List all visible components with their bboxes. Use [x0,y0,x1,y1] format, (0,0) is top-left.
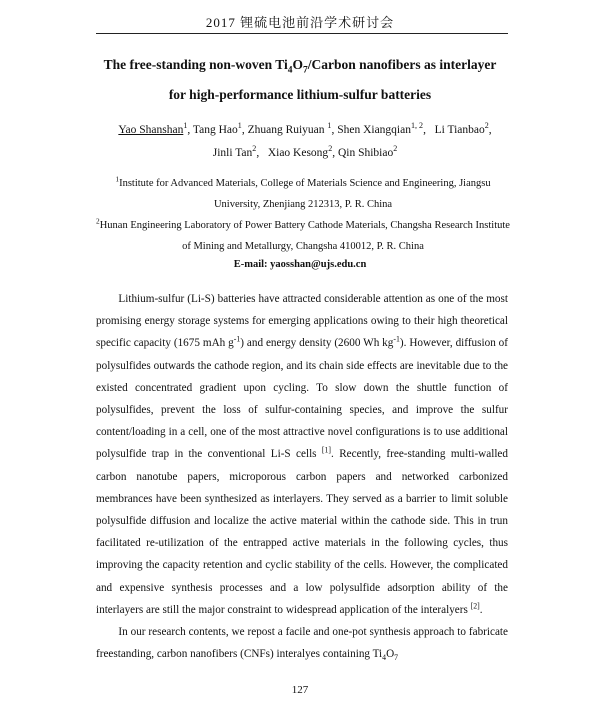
header-rule [96,33,508,34]
title-text-b: O [292,57,304,72]
author-affiliation-mark: 1 [183,121,188,131]
author-affiliation-mark: 2 [393,144,398,154]
para2-text-a: In our research contents, we repost a facile and one-pot synthesis approach to fabricate freestanding, carbon nanofibers (CNFs) interalyes containing Ti [96,626,508,661]
formula-subscript: 7 [394,653,399,663]
author-name: Zhuang Ruiyuan [247,124,325,136]
affiliation-1-line-1: Institute for Advanced Materials, College of Materials Science and Engineering, Jiangsu [119,178,491,189]
body-paragraph-1 [96,288,508,621]
affiliation-2-line-1: Hunan Engineering Laboratory of Power Battery Cathode Materials, Changsha Research Institute [99,220,510,231]
unit-exponent: -1 [233,334,241,344]
conference-header: 2017 锂硫电池前沿学术研讨会 [205,15,395,30]
author-name: Xiao Kesong [267,147,329,159]
title-subscript-4: 4 [287,65,293,76]
affiliation-1 [88,173,518,215]
formula-subscript: 4 [382,653,387,663]
title-subscript-7: 7 [303,65,308,76]
page-number: 127 [291,684,309,696]
author-name: Li Tianbao [434,124,485,136]
contact-email: E-mail: yaosshan@ujs.edu.cn [233,259,367,270]
para1-text-b: ) and energy density (2600 Wh kg [240,337,394,350]
author-name: Qin Shibiao [337,147,394,159]
affiliation-2 [88,215,518,257]
author-affiliation-mark: 2 [328,144,333,154]
para1-text-d: . Recently, free-standing multi-walled carbon nanotube papers, microporous carbon papers and networked carbonized membrances have been synthesized as interlayers. They served as a barrier to limit soluble polysulfide diffusion and localize the active material within the cathode side. This in trun facilitated re-utilization of the entrapped active materials in the following cycles, thus improving the capacity retention and cyclic stability of the cells. However, the complicated and expensive synthesis processes and a low polysulfide adsorption ability of the interlayers are still the major constraint to widespread application of the interalyers [96,448,508,616]
para1-text-e: . [479,603,483,616]
unit-exponent: -1 [393,334,400,344]
author-affiliation-mark: 2 [484,121,489,131]
para1-text-c: ). However, diffusion of polysulfides outwards the cathode region, and its chain side effects are inevitable due to the existed concentrated gradient upon cycling. To slow down the shuttle function of polysulfides, prevent the loss of sulfur-containing species, and improve the sulfur content/loading in a cell, one of the most attractive novel configurations is to use additional polysulfide trap in the conventional Li-S cells [96,337,509,461]
para1-text-a: Lithium-sulfur (Li-S) batteries have attracted considerable attention as one of the most promising energy storage systems for emerging applications owing to their high theoretical specific capacity (1675 mAh g [96,293,508,350]
affiliation-mark: 1 [115,174,120,184]
body-paragraph-2 [96,621,508,665]
author-affiliation-mark: 1, 2 [410,121,424,131]
author-name: Tang Hao [192,124,238,136]
affiliation-2-line-2: of Mining and Metallurgy, Changsha 410012, P. R. China [182,241,424,252]
affiliation-mark: 2 [96,216,100,226]
title-line-2: for high-performance lithium-sulfur batteries [168,87,432,102]
author-list: Yao Shanshan$^1$, Tang Hao$^1$, Zhuang Ruiyuan $^1$, Shen Xiangqian$^{1, 2}$, Li Tianbao$^2$, Jinli Tan$^2$, Xiao Kesong$^2$, Qin Shibiao$^2$ [118,121,492,159]
citation-ref-1: [1] [321,445,332,455]
author-affiliation-mark: 2 [252,144,257,154]
author-name: Jinli Tan [212,147,253,159]
para2-text-b: O [386,648,395,661]
title-text-c: /Carbon nanofibers as interlayer [307,57,497,72]
author-name: Yao Shanshan [118,124,184,136]
author-name: Shen Xiangqian [337,124,411,136]
author-affiliation-mark: 1 [327,121,332,131]
affiliation-1-line-2: University, Zhenjiang 212313, P. R. China [213,199,393,210]
title-text-a: The free-standing non-woven Ti [103,57,288,72]
title-line-1 [0,57,600,76]
citation-ref-2: [2] [470,601,480,611]
author-affiliation-mark: 1 [237,121,242,131]
